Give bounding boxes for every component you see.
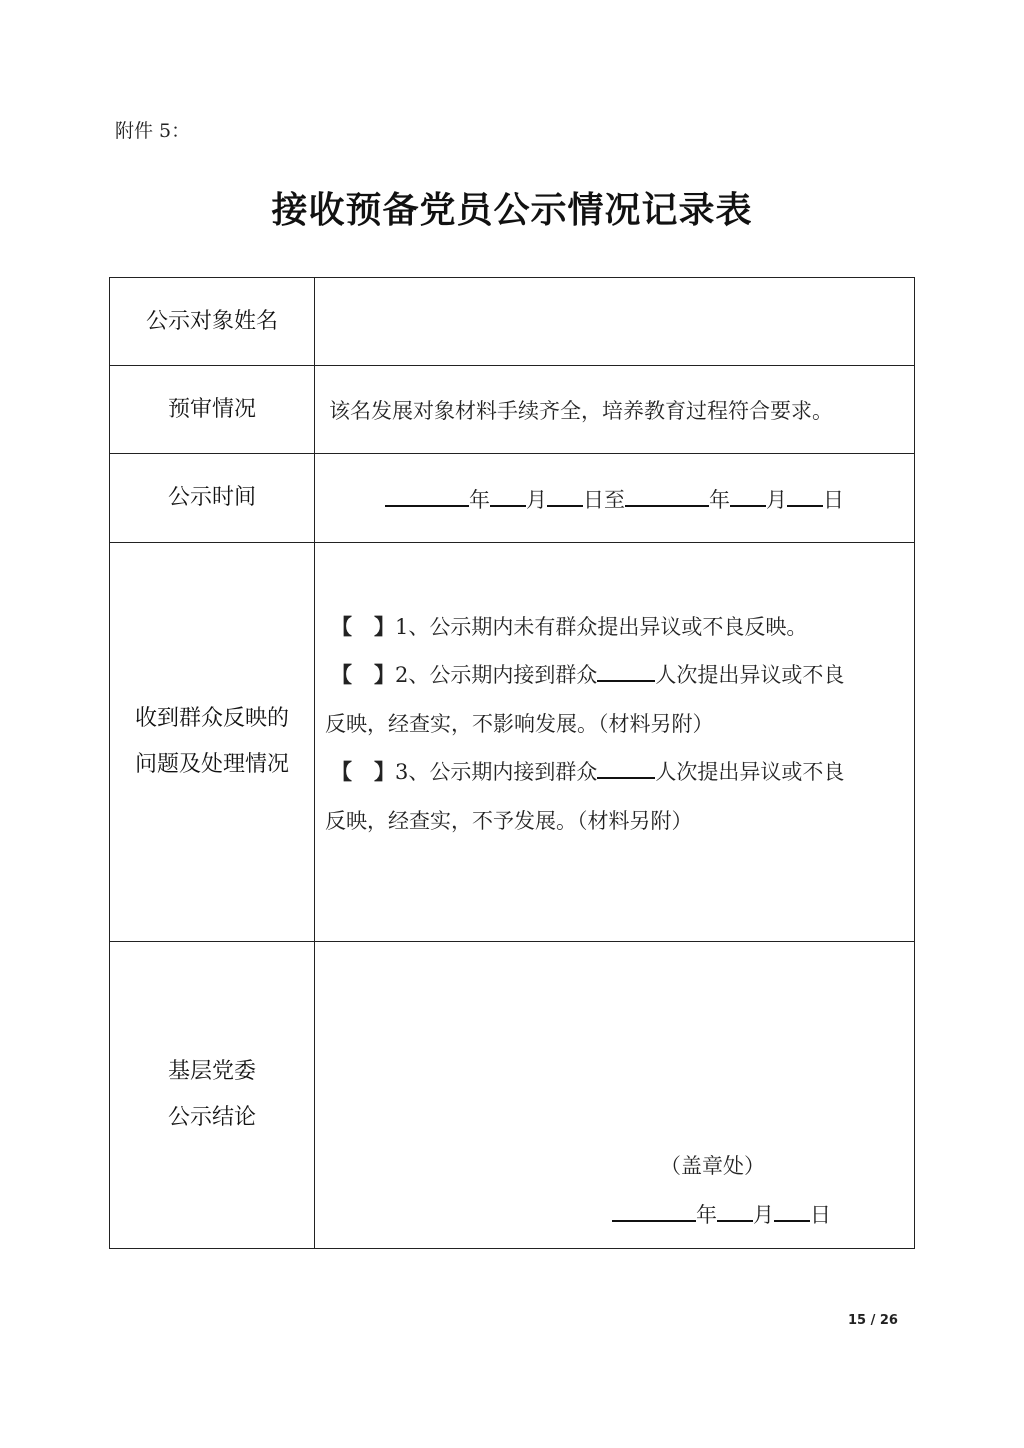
- conclusion-month-unit: 月: [753, 1203, 774, 1227]
- conclusion-year-unit: 年: [696, 1203, 717, 1227]
- conclusion-label-line2: 公示结论: [167, 1105, 256, 1130]
- conclusion-day-blank[interactable]: [774, 1198, 810, 1222]
- feedback-option-2: [325, 651, 906, 700]
- option-2-count-blank[interactable]: [597, 658, 655, 682]
- option-3-count-blank[interactable]: [597, 755, 655, 779]
- option-2-checkbox-close: 】: [374, 662, 395, 688]
- name-label: 公示对象姓名: [110, 278, 315, 366]
- option-2-checkbox-open[interactable]: 【: [331, 662, 352, 688]
- feedback-option-2-cont: 反映，经查实，不影响发展。（材料另附）: [325, 711, 714, 736]
- start-day-unit: 日至: [583, 487, 625, 512]
- review-label: 预审情况: [110, 366, 315, 454]
- option-1-checkbox-close: 】: [374, 613, 395, 639]
- end-month-blank[interactable]: [730, 483, 766, 507]
- page-title: 接收预备党员公示情况记录表: [271, 189, 753, 231]
- feedback-cell: [315, 543, 915, 942]
- end-year-unit: 年: [709, 487, 730, 512]
- option-1-text: 1、公示期内未有群众提出异议或不良反映。: [395, 614, 808, 639]
- time-label: 公示时间: [110, 454, 315, 543]
- conclusion-cell[interactable]: [315, 942, 915, 1249]
- attachment-label: 附件 5：: [115, 120, 191, 142]
- end-day-blank[interactable]: [787, 483, 823, 507]
- conclusion-year-blank[interactable]: [612, 1198, 696, 1222]
- end-year-blank[interactable]: [625, 483, 709, 507]
- page-number: 15 / 26: [848, 1313, 898, 1328]
- feedback-option-1: [325, 603, 906, 652]
- option-3-text-a: 3、公示期内接到群众: [395, 760, 598, 785]
- option-3-text-b: 人次提出异议或不良: [655, 760, 845, 785]
- start-month-blank[interactable]: [490, 483, 526, 507]
- option-2-text-b: 人次提出异议或不良: [655, 663, 845, 688]
- feedback-option-3-cont: 反映，经查实，不予发展。（材料另附）: [325, 808, 693, 833]
- record-table: [109, 277, 915, 1249]
- option-1-checkbox-open[interactable]: 【: [331, 613, 352, 639]
- conclusion-date: [612, 1198, 831, 1229]
- feedback-option-3: [325, 748, 906, 797]
- start-day-blank[interactable]: [547, 483, 583, 507]
- table-row-time: [110, 454, 915, 543]
- start-year-blank[interactable]: [385, 483, 469, 507]
- conclusion-day-unit: 日: [810, 1203, 831, 1227]
- table-row-feedback: [110, 543, 915, 942]
- review-text: 该名发展对象材料手续齐全，培养教育过程符合要求。: [329, 398, 833, 423]
- option-3-checkbox-open[interactable]: 【: [331, 759, 352, 785]
- feedback-label-line1: 收到群众反映的: [134, 706, 289, 731]
- time-cell: [315, 454, 915, 543]
- end-day-unit: 日: [823, 487, 844, 512]
- name-field[interactable]: [315, 278, 915, 366]
- seal-placeholder: （盖章处）: [660, 1154, 765, 1178]
- conclusion-month-blank[interactable]: [717, 1198, 753, 1222]
- conclusion-label: [110, 942, 315, 1249]
- conclusion-label-line1: 基层党委: [167, 1059, 256, 1084]
- table-row-review: [110, 366, 915, 454]
- table-row-conclusion: [110, 942, 915, 1249]
- feedback-label-line2: 问题及处理情况: [134, 752, 289, 777]
- publicity-date-range: [315, 483, 914, 514]
- feedback-label: [110, 543, 315, 942]
- option-3-checkbox-close: 】: [374, 759, 395, 785]
- review-cell: [315, 366, 915, 454]
- start-month-unit: 月: [526, 487, 547, 512]
- option-2-text-a: 2、公示期内接到群众: [395, 663, 598, 688]
- end-month-unit: 月: [766, 487, 787, 512]
- start-year-unit: 年: [469, 487, 490, 512]
- table-row-name: [110, 278, 915, 366]
